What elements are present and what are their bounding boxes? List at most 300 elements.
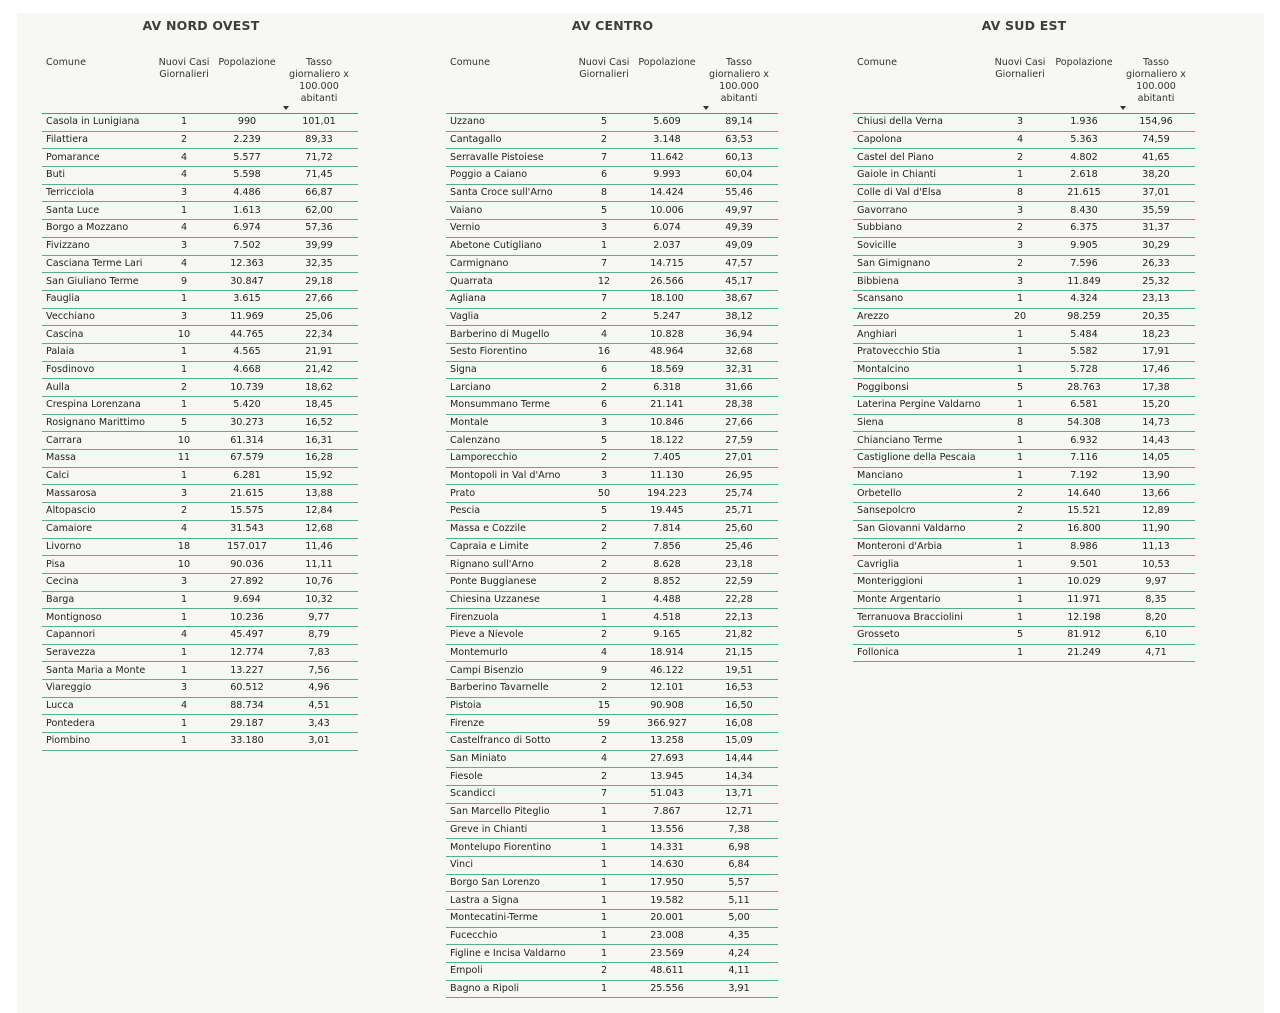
tasso-cell: 16,08 xyxy=(700,715,778,733)
popolazione-cell: 61.314 xyxy=(214,432,280,450)
table-row xyxy=(446,750,778,768)
nuovi-casi-cell: 4 xyxy=(154,220,214,238)
popolazione-cell: 30.273 xyxy=(214,414,280,432)
table-row xyxy=(446,273,778,291)
comune-cell: Altopascio xyxy=(42,503,154,521)
popolazione-cell: 44.765 xyxy=(214,326,280,344)
table-row xyxy=(853,538,1195,556)
table-row xyxy=(853,485,1195,503)
tasso-cell: 26,95 xyxy=(700,467,778,485)
tasso-cell: 16,53 xyxy=(700,680,778,698)
popolazione-cell: 9.993 xyxy=(634,167,700,185)
table-row xyxy=(42,733,358,751)
popolazione-cell: 14.331 xyxy=(634,839,700,857)
nuovi-casi-cell: 2 xyxy=(574,379,634,397)
table-row xyxy=(42,326,358,344)
popolazione-cell: 7.814 xyxy=(634,520,700,538)
table-row xyxy=(42,503,358,521)
nuovi-casi-cell: 4 xyxy=(154,626,214,644)
comune-cell: Casciana Terme Lari xyxy=(42,255,154,273)
comune-cell: Montopoli in Val d'Arno xyxy=(446,467,574,485)
tasso-cell: 38,20 xyxy=(1117,167,1195,185)
table-row xyxy=(42,184,358,202)
tasso-cell: 18,45 xyxy=(280,397,358,415)
table-row xyxy=(42,273,358,291)
comune-cell: Chiusi della Verna xyxy=(853,114,989,132)
tasso-cell: 7,56 xyxy=(280,662,358,680)
nuovi-casi-cell: 2 xyxy=(574,626,634,644)
tasso-cell: 39,99 xyxy=(280,237,358,255)
table-row xyxy=(446,149,778,167)
tasso-cell: 4,96 xyxy=(280,680,358,698)
table-row xyxy=(42,609,358,627)
tasso-cell: 101,01 xyxy=(280,114,358,132)
tasso-cell: 12,84 xyxy=(280,503,358,521)
tasso-cell: 22,28 xyxy=(700,591,778,609)
popolazione-cell: 5.582 xyxy=(1051,343,1117,361)
nuovi-casi-cell: 1 xyxy=(989,556,1051,574)
popolazione-cell: 4.486 xyxy=(214,184,280,202)
nuovi-casi-cell: 2 xyxy=(154,379,214,397)
tasso-cell: 3,43 xyxy=(280,715,358,733)
table-row xyxy=(42,467,358,485)
nuovi-casi-cell: 2 xyxy=(989,485,1051,503)
tasso-cell: 71,72 xyxy=(280,149,358,167)
table-row xyxy=(42,114,358,132)
nuovi-casi-cell: 1 xyxy=(154,290,214,308)
tasso-cell: 55,46 xyxy=(700,184,778,202)
nuovi-casi-cell: 6 xyxy=(574,397,634,415)
comune-cell: Orbetello xyxy=(853,485,989,503)
tasso-cell: 17,46 xyxy=(1117,361,1195,379)
tasso-cell: 89,14 xyxy=(700,114,778,132)
comune-cell: Anghiari xyxy=(853,326,989,344)
popolazione-cell: 14.640 xyxy=(1051,485,1117,503)
comune-cell: Chianciano Terme xyxy=(853,432,989,450)
popolazione-cell: 7.116 xyxy=(1051,450,1117,468)
table-row xyxy=(853,167,1195,185)
table-row xyxy=(42,485,358,503)
tasso-cell: 71,45 xyxy=(280,167,358,185)
comune-cell: Follonica xyxy=(853,644,989,662)
popolazione-cell: 3.148 xyxy=(634,131,700,149)
tasso-cell: 25,74 xyxy=(700,485,778,503)
popolazione-cell: 90.036 xyxy=(214,556,280,574)
table-row xyxy=(446,927,778,945)
comune-cell: Capolona xyxy=(853,131,989,149)
tasso-cell: 27,66 xyxy=(700,414,778,432)
nuovi-casi-cell: 4 xyxy=(154,149,214,167)
table-row xyxy=(853,503,1195,521)
nuovi-casi-cell: 12 xyxy=(574,273,634,291)
comune-cell: Pescia xyxy=(446,503,574,521)
tasso-cell: 4,24 xyxy=(700,945,778,963)
nuovi-casi-cell: 3 xyxy=(154,308,214,326)
tasso-cell: 22,34 xyxy=(280,326,358,344)
nuovi-casi-cell: 5 xyxy=(989,379,1051,397)
tasso-cell: 14,43 xyxy=(1117,432,1195,450)
popolazione-cell: 6.932 xyxy=(1051,432,1117,450)
nuovi-casi-cell: 3 xyxy=(989,273,1051,291)
popolazione-cell: 19.445 xyxy=(634,503,700,521)
nuovi-casi-cell: 3 xyxy=(154,184,214,202)
table-row xyxy=(853,237,1195,255)
comune-cell: Lastra a Signa xyxy=(446,892,574,910)
nuovi-casi-cell: 10 xyxy=(154,556,214,574)
comune-cell: Empoli xyxy=(446,963,574,981)
header-tasso-sorted[interactable]: Tasso giornaliero x 100.000 abitanti xyxy=(280,57,358,114)
tasso-cell: 20,35 xyxy=(1117,308,1195,326)
tasso-cell: 25,06 xyxy=(280,308,358,326)
table-row xyxy=(446,963,778,981)
table-row xyxy=(42,397,358,415)
header-comune[interactable]: Comune xyxy=(446,57,574,114)
comune-cell: Signa xyxy=(446,361,574,379)
popolazione-cell: 26.566 xyxy=(634,273,700,291)
nuovi-casi-cell: 1 xyxy=(989,432,1051,450)
nuovi-casi-cell: 1 xyxy=(989,467,1051,485)
popolazione-cell: 12.363 xyxy=(214,255,280,273)
nuovi-casi-cell: 1 xyxy=(989,326,1051,344)
popolazione-cell: 9.694 xyxy=(214,591,280,609)
nuovi-casi-cell: 2 xyxy=(574,680,634,698)
tasso-cell: 4,51 xyxy=(280,697,358,715)
nuovi-casi-cell: 16 xyxy=(574,343,634,361)
header-nuovi-casi[interactable]: Nuovi Casi Giornalieri xyxy=(989,57,1051,114)
header-tasso-sorted[interactable]: Tasso giornaliero x 100.000 abitanti xyxy=(700,57,778,114)
comune-cell: Capannori xyxy=(42,626,154,644)
table-row xyxy=(446,538,778,556)
nuovi-casi-cell: 8 xyxy=(574,184,634,202)
tasso-cell: 11,11 xyxy=(280,556,358,574)
tasso-cell: 49,09 xyxy=(700,237,778,255)
nuovi-casi-cell: 3 xyxy=(154,573,214,591)
table-row xyxy=(42,308,358,326)
header-comune[interactable]: Comune xyxy=(853,57,989,114)
popolazione-cell: 46.122 xyxy=(634,662,700,680)
table-row xyxy=(446,856,778,874)
comune-cell: Greve in Chianti xyxy=(446,821,574,839)
comune-cell: Vaiano xyxy=(446,202,574,220)
nuovi-casi-cell: 1 xyxy=(154,609,214,627)
comune-cell: Campi Bisenzio xyxy=(446,662,574,680)
nuovi-casi-cell: 1 xyxy=(574,892,634,910)
table-row xyxy=(446,255,778,273)
comune-cell: Monsummano Terme xyxy=(446,397,574,415)
popolazione-cell: 88.734 xyxy=(214,697,280,715)
popolazione-cell: 9.501 xyxy=(1051,556,1117,574)
comune-cell: Pieve a Nievole xyxy=(446,626,574,644)
table-row xyxy=(446,839,778,857)
popolazione-cell: 8.628 xyxy=(634,556,700,574)
tasso-cell: 11,46 xyxy=(280,538,358,556)
table-row xyxy=(853,131,1195,149)
nuovi-casi-cell: 50 xyxy=(574,485,634,503)
popolazione-cell: 27.892 xyxy=(214,573,280,591)
tasso-cell: 18,23 xyxy=(1117,326,1195,344)
table-row xyxy=(42,626,358,644)
tasso-cell: 21,91 xyxy=(280,343,358,361)
table-row xyxy=(42,450,358,468)
popolazione-cell: 23.569 xyxy=(634,945,700,963)
popolazione-cell: 4.802 xyxy=(1051,149,1117,167)
table-row xyxy=(446,821,778,839)
table-row xyxy=(42,520,358,538)
nuovi-casi-cell: 1 xyxy=(989,397,1051,415)
popolazione-cell: 10.029 xyxy=(1051,573,1117,591)
comune-cell: Vernio xyxy=(446,220,574,238)
popolazione-cell: 5.420 xyxy=(214,397,280,415)
nuovi-casi-cell: 9 xyxy=(574,662,634,680)
comune-cell: Carrara xyxy=(42,432,154,450)
comune-cell: Montecatini-Terme xyxy=(446,909,574,927)
nuovi-casi-cell: 1 xyxy=(574,237,634,255)
table-row xyxy=(853,414,1195,432)
comune-cell: Cecina xyxy=(42,573,154,591)
table-row xyxy=(446,680,778,698)
comune-cell: Fosdinovo xyxy=(42,361,154,379)
popolazione-cell: 157.017 xyxy=(214,538,280,556)
popolazione-cell: 4.668 xyxy=(214,361,280,379)
tasso-cell: 10,53 xyxy=(1117,556,1195,574)
nuovi-casi-cell: 3 xyxy=(154,680,214,698)
tasso-cell: 25,46 xyxy=(700,538,778,556)
comune-cell: Barberino Tavarnelle xyxy=(446,680,574,698)
nuovi-casi-cell: 4 xyxy=(574,326,634,344)
nuovi-casi-cell: 8 xyxy=(989,414,1051,432)
table-row xyxy=(446,361,778,379)
tasso-cell: 13,71 xyxy=(700,786,778,804)
table-row xyxy=(446,114,778,132)
popolazione-cell: 8.852 xyxy=(634,573,700,591)
nuovi-casi-cell: 2 xyxy=(574,963,634,981)
popolazione-cell: 7.856 xyxy=(634,538,700,556)
popolazione-cell: 21.141 xyxy=(634,397,700,415)
tasso-cell: 15,92 xyxy=(280,467,358,485)
tasso-cell: 7,83 xyxy=(280,644,358,662)
nuovi-casi-cell: 4 xyxy=(574,750,634,768)
table-row xyxy=(42,202,358,220)
comune-cell: Cascina xyxy=(42,326,154,344)
tasso-cell: 13,88 xyxy=(280,485,358,503)
table-row xyxy=(446,503,778,521)
panel-title: AV SUD EST xyxy=(981,18,1067,33)
table-row xyxy=(446,202,778,220)
popolazione-cell: 19.582 xyxy=(634,892,700,910)
nuovi-casi-cell: 7 xyxy=(574,786,634,804)
nuovi-casi-cell: 1 xyxy=(989,450,1051,468)
popolazione-cell: 5.577 xyxy=(214,149,280,167)
comune-cell: Monteriggioni xyxy=(853,573,989,591)
tasso-cell: 23,18 xyxy=(700,556,778,574)
table-row xyxy=(42,131,358,149)
tasso-cell: 5,00 xyxy=(700,909,778,927)
table-row xyxy=(446,290,778,308)
tasso-cell: 17,38 xyxy=(1117,379,1195,397)
comune-cell: Palaia xyxy=(42,343,154,361)
comune-cell: San Marcello Piteglio xyxy=(446,803,574,821)
popolazione-cell: 6.318 xyxy=(634,379,700,397)
tasso-cell: 154,96 xyxy=(1117,114,1195,132)
header-popolazione[interactable]: Popolazione xyxy=(1051,57,1117,114)
table-row xyxy=(42,149,358,167)
tasso-cell: 25,71 xyxy=(700,503,778,521)
comune-cell: Santa Croce sull'Arno xyxy=(446,184,574,202)
table-row xyxy=(42,220,358,238)
popolazione-cell: 7.867 xyxy=(634,803,700,821)
table-row xyxy=(446,874,778,892)
table-row xyxy=(853,149,1195,167)
comune-cell: Vecchiano xyxy=(42,308,154,326)
panel-title: AV NORD OVEST xyxy=(142,18,260,33)
comune-cell: Vinci xyxy=(446,856,574,874)
table-row xyxy=(446,609,778,627)
comune-cell: Poggio a Caiano xyxy=(446,167,574,185)
comune-cell: Rosignano Marittimo xyxy=(42,414,154,432)
popolazione-cell: 11.969 xyxy=(214,308,280,326)
popolazione-cell: 67.579 xyxy=(214,450,280,468)
nuovi-casi-cell: 1 xyxy=(574,839,634,857)
tasso-cell: 18,62 xyxy=(280,379,358,397)
nuovi-casi-cell: 2 xyxy=(574,573,634,591)
comune-cell: Fiesole xyxy=(446,768,574,786)
comune-cell: Scansano xyxy=(853,290,989,308)
header-popolazione[interactable]: Popolazione xyxy=(214,57,280,114)
header-nuovi-casi[interactable]: Nuovi Casi Giornalieri xyxy=(574,57,634,114)
nuovi-casi-cell: 3 xyxy=(574,467,634,485)
nuovi-casi-cell: 1 xyxy=(989,167,1051,185)
comune-cell: Livorno xyxy=(42,538,154,556)
tasso-cell: 19,51 xyxy=(700,662,778,680)
tasso-cell: 3,91 xyxy=(700,980,778,998)
table-row xyxy=(446,414,778,432)
nuovi-casi-cell: 1 xyxy=(574,945,634,963)
comune-cell: Aulla xyxy=(42,379,154,397)
comune-cell: Terricciola xyxy=(42,184,154,202)
table-row xyxy=(42,591,358,609)
tasso-cell: 60,04 xyxy=(700,167,778,185)
comune-cell: Lamporecchio xyxy=(446,450,574,468)
comune-cell: Subbiano xyxy=(853,220,989,238)
header-tasso-sorted[interactable]: Tasso giornaliero x 100.000 abitanti xyxy=(1117,57,1195,114)
popolazione-cell: 23.008 xyxy=(634,927,700,945)
popolazione-cell: 98.259 xyxy=(1051,308,1117,326)
popolazione-cell: 9.905 xyxy=(1051,237,1117,255)
tasso-cell: 16,28 xyxy=(280,450,358,468)
popolazione-cell: 6.281 xyxy=(214,467,280,485)
tasso-cell: 16,31 xyxy=(280,432,358,450)
popolazione-cell: 990 xyxy=(214,114,280,132)
header-popolazione[interactable]: Popolazione xyxy=(634,57,700,114)
popolazione-cell: 366.927 xyxy=(634,715,700,733)
nuovi-casi-cell: 5 xyxy=(574,202,634,220)
popolazione-cell: 48.964 xyxy=(634,343,700,361)
comune-cell: Monteroni d'Arbia xyxy=(853,538,989,556)
panel-title: AV CENTRO xyxy=(571,18,654,33)
comune-cell: Montalcino xyxy=(853,361,989,379)
table-row xyxy=(446,485,778,503)
nuovi-casi-cell: 1 xyxy=(989,591,1051,609)
table-row xyxy=(446,591,778,609)
comune-cell: Abetone Cutigliano xyxy=(446,237,574,255)
comune-cell: Montignoso xyxy=(42,609,154,627)
table-row xyxy=(853,273,1195,291)
table-row xyxy=(446,733,778,751)
popolazione-cell: 7.596 xyxy=(1051,255,1117,273)
tasso-cell: 25,32 xyxy=(1117,273,1195,291)
tasso-cell: 49,39 xyxy=(700,220,778,238)
comune-cell: Pratovecchio Stia xyxy=(853,343,989,361)
comune-cell: Calci xyxy=(42,467,154,485)
tasso-cell: 57,36 xyxy=(280,220,358,238)
nuovi-casi-cell: 2 xyxy=(154,503,214,521)
comune-cell: Santa Maria a Monte xyxy=(42,662,154,680)
table-row xyxy=(42,237,358,255)
header-nuovi-casi[interactable]: Nuovi Casi Giornalieri xyxy=(154,57,214,114)
comune-cell: Camaiore xyxy=(42,520,154,538)
popolazione-cell: 4.488 xyxy=(634,591,700,609)
nuovi-casi-cell: 1 xyxy=(989,361,1051,379)
nuovi-casi-cell: 2 xyxy=(989,503,1051,521)
comune-cell: Pomarance xyxy=(42,149,154,167)
table-row xyxy=(446,715,778,733)
comune-cell: Firenzuola xyxy=(446,609,574,627)
cases-table xyxy=(853,57,1195,662)
comune-cell: Montale xyxy=(446,414,574,432)
table-row xyxy=(853,520,1195,538)
popolazione-cell: 13.945 xyxy=(634,768,700,786)
comune-cell: Carmignano xyxy=(446,255,574,273)
table-row xyxy=(446,343,778,361)
popolazione-cell: 12.101 xyxy=(634,680,700,698)
tasso-cell: 35,59 xyxy=(1117,202,1195,220)
tasso-cell: 74,59 xyxy=(1117,131,1195,149)
popolazione-cell: 2.618 xyxy=(1051,167,1117,185)
comune-cell: Borgo a Mozzano xyxy=(42,220,154,238)
comune-cell: Vaglia xyxy=(446,308,574,326)
nuovi-casi-cell: 7 xyxy=(574,255,634,273)
nuovi-casi-cell: 7 xyxy=(574,149,634,167)
table-row xyxy=(42,697,358,715)
tasso-cell: 12,71 xyxy=(700,803,778,821)
tasso-cell: 25,60 xyxy=(700,520,778,538)
table-row xyxy=(446,573,778,591)
tasso-cell: 37,01 xyxy=(1117,184,1195,202)
tasso-cell: 4,71 xyxy=(1117,644,1195,662)
comune-cell: Figline e Incisa Valdarno xyxy=(446,945,574,963)
tasso-cell: 5,11 xyxy=(700,892,778,910)
comune-cell: Calenzano xyxy=(446,432,574,450)
table-row xyxy=(42,379,358,397)
comune-cell: Piombino xyxy=(42,733,154,751)
nuovi-casi-cell: 2 xyxy=(574,450,634,468)
tasso-cell: 32,35 xyxy=(280,255,358,273)
popolazione-cell: 12.198 xyxy=(1051,609,1117,627)
nuovi-casi-cell: 1 xyxy=(989,609,1051,627)
nuovi-casi-cell: 2 xyxy=(989,255,1051,273)
nuovi-casi-cell: 18 xyxy=(154,538,214,556)
nuovi-casi-cell: 1 xyxy=(574,874,634,892)
header-comune[interactable]: Comune xyxy=(42,57,154,114)
popolazione-cell: 5.728 xyxy=(1051,361,1117,379)
nuovi-casi-cell: 1 xyxy=(989,290,1051,308)
tasso-cell: 22,13 xyxy=(700,609,778,627)
table-row xyxy=(446,379,778,397)
nuovi-casi-cell: 6 xyxy=(574,361,634,379)
table-row xyxy=(853,644,1195,662)
nuovi-casi-cell: 9 xyxy=(154,273,214,291)
popolazione-cell: 18.122 xyxy=(634,432,700,450)
